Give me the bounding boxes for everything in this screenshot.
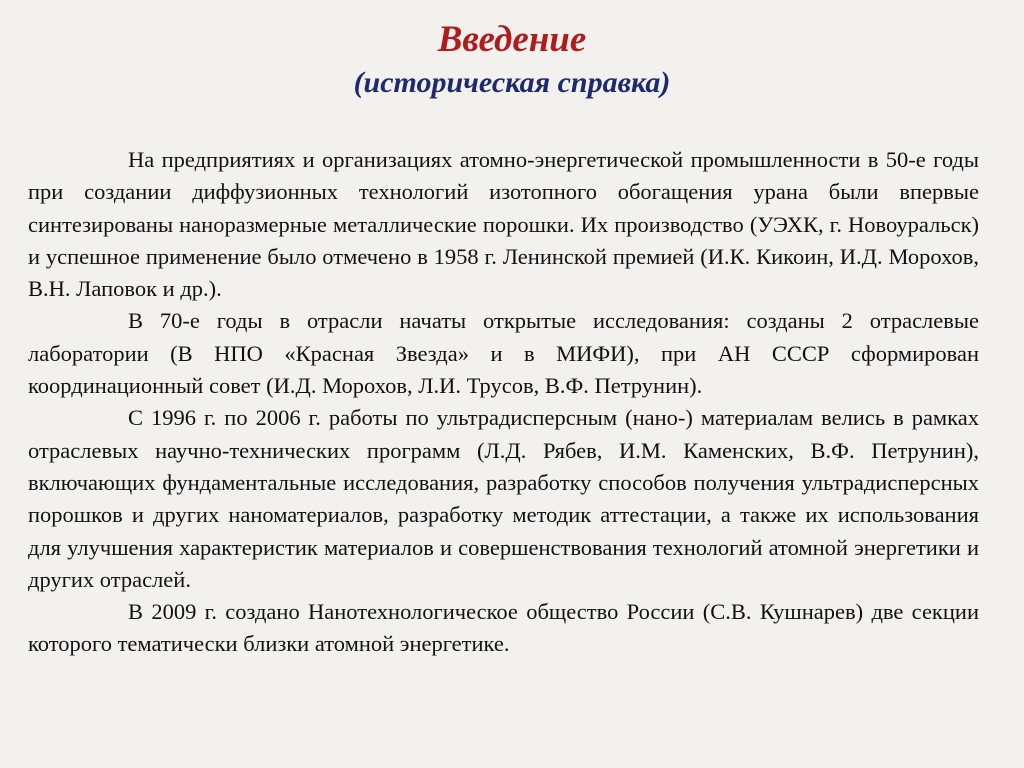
paragraph-3: С 1996 г. по 2006 г. работы по ультрадисперсным (нано-) материалам велись в рамках отраслевых научно-технических программ (Л.Д. Рябев, И.М. Каменских, В.Ф. Петрунин), включающих фундаментальные исследования, разработку способов получения ультрадисперсных порошков и других наноматериалов, разработку методик аттестации, а также их использования для улучшения характеристик материалов и совершенствования технологий атомной энергетики и других отраслей.: [28, 405, 979, 592]
paragraph-4: В 2009 г. создано Нанотехнологическое общество России (С.В. Кушнарев) две секции которого тематически близки атомной энергетике.: [28, 599, 979, 657]
slide-subtitle: (историческая справка): [353, 66, 671, 99]
slide-body: [28, 144, 979, 661]
slide-title: Введение: [437, 19, 587, 60]
paragraph-2: В 70-е годы в отрасли начаты открытые исследования: созданы 2 отраслевые лаборатории (В НПО «Красная Звезда» и в МИФИ), при АН СССР сформирован координационный совет (И.Д. Морохов, Л.И. Трусов, В.Ф. Петрунин).: [28, 308, 979, 399]
paragraph-1: На предприятиях и организациях атомно-энергетической промышленности в 50-е годы при создании диффузионных технологий изотопного обогащения урана были впервые синтезированы наноразмерные металлические порошки. Их производство (УЭХК, г. Новоуральск) и успешное применение было отмечено в 1958 г. Ленинской премией (И.К. Кикоин, И.Д. Морохов, В.Н. Лаповок и др.).: [28, 147, 979, 302]
